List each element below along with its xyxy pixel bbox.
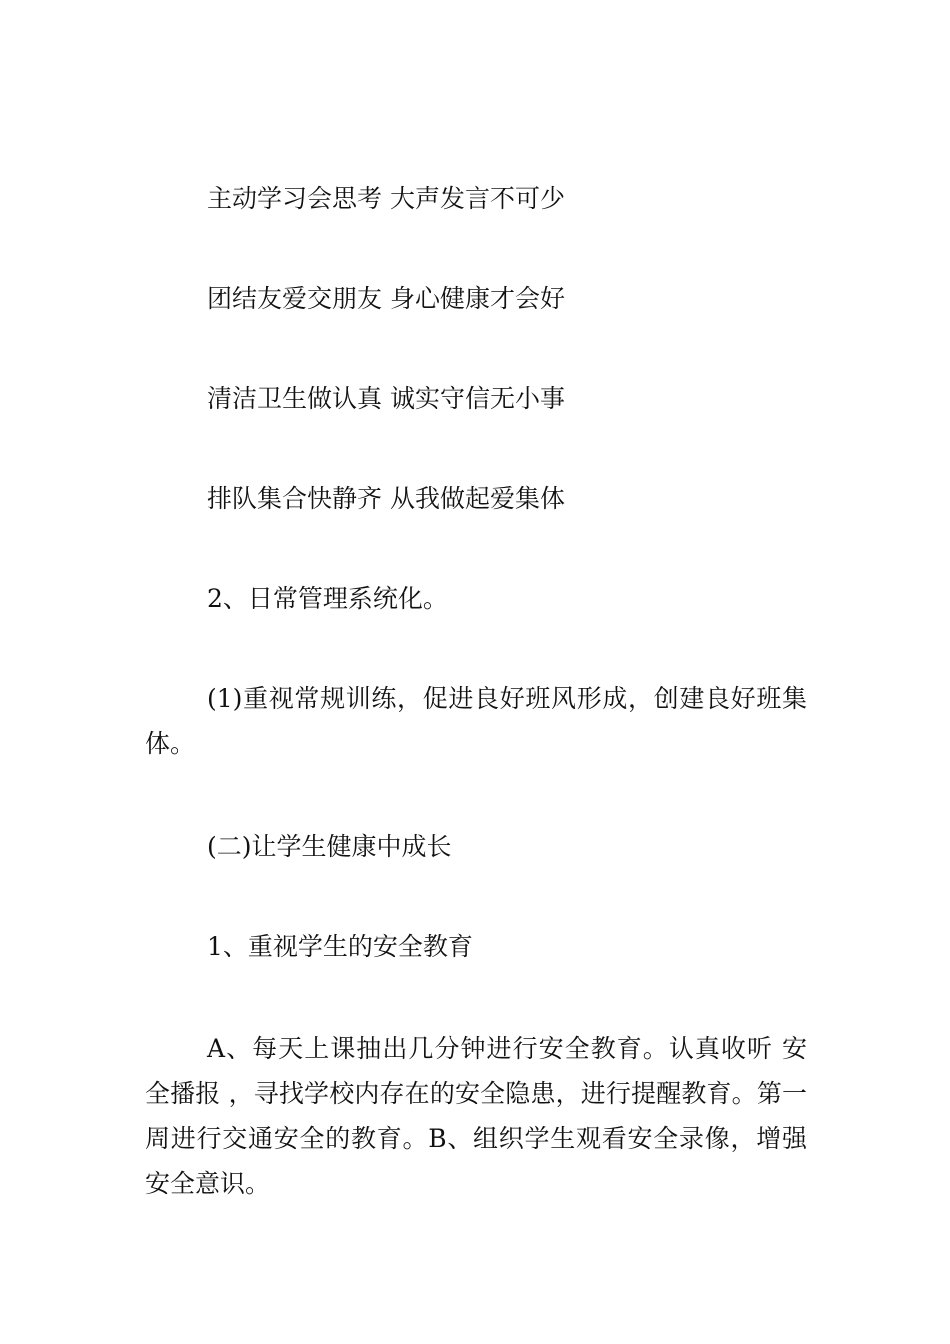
rhyme-line-1: 主动学习会思考 大声发言不可少 [207,184,565,213]
paragraph-routine-training: (1)重视常规训练，促进良好班风形成，创建良好班集体。 [145,684,807,758]
rhyme-line-3: 清洁卫生做认真 诚实守信无小事 [207,384,565,413]
rhyme-line-2: 团结友爱交朋友 身心健康才会好 [207,284,565,313]
paragraph-safety-education: A、每天上课抽出几分钟进行安全教育。认真收听 安全播报 ，寻找学校内存在的安全隐患，进行提醒教育。第一周进行交通安全的教育。B、组织学生观看安全录像，增强安全意识。 [145,1034,807,1198]
section-heading-daily-management: 2、日常管理系统化。 [207,584,448,613]
section-heading-healthy-growth: (二)让学生健康中成长 [207,832,452,861]
rhyme-line-4: 排队集合快静齐 从我做起爱集体 [207,484,565,513]
section-heading-safety-education: 1、重视学生的安全教育 [207,932,473,961]
